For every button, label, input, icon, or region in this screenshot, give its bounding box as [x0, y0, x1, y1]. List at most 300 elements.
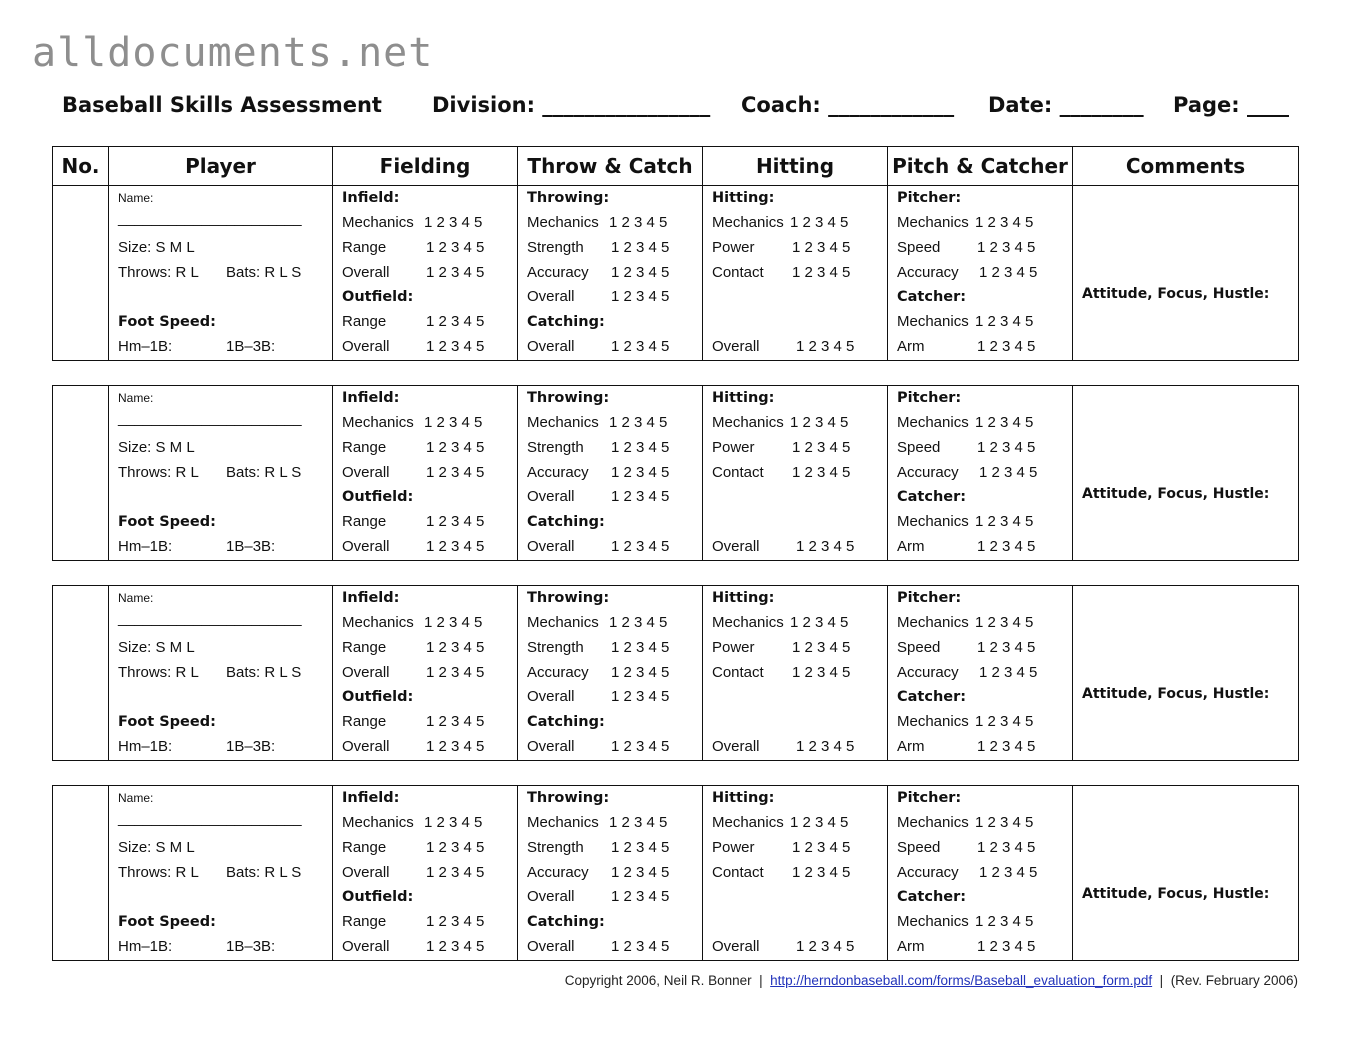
rating-scale[interactable]: 1 2 3 4 5 [979, 464, 1038, 481]
throwing-heading: Throwing: [527, 190, 610, 206]
rating-row [897, 335, 1036, 359]
footer-separator: | [1159, 973, 1164, 988]
rating-scale[interactable]: 1 2 3 4 5 [424, 614, 483, 631]
rating-row [342, 261, 485, 285]
no-cell[interactable] [53, 386, 109, 561]
col-header-fielding: Fielding [333, 147, 518, 186]
rating-row [712, 811, 849, 835]
player-row [53, 586, 1299, 761]
rating-label: Overall [527, 338, 575, 355]
rating-label: Mechanics [897, 214, 969, 231]
rating-row [342, 335, 485, 359]
rating-row [342, 935, 485, 959]
bats-label: Bats: R L S [226, 664, 302, 681]
rating-scale[interactable]: 1 2 3 4 5 [424, 814, 483, 831]
rating-scale[interactable]: 1 2 3 4 5 [426, 464, 485, 481]
rating-row [342, 211, 483, 235]
rating-label: Overall [342, 264, 390, 281]
rating-row [712, 436, 851, 460]
1b-3b-label: 1B–3B: [226, 538, 276, 555]
rating-row [712, 611, 849, 635]
form-title: Baseball Skills Assessment [62, 93, 382, 117]
assessment-block-3 [52, 585, 1299, 761]
rating-row [897, 436, 1036, 460]
rating-scale[interactable]: 1 2 3 4 5 [977, 639, 1036, 656]
rating-label: Range [342, 713, 387, 730]
player-row [53, 186, 1299, 361]
outfield-heading: Outfield: [342, 489, 414, 505]
catcher-heading: Catcher: [897, 689, 967, 705]
rating-scale[interactable]: 1 2 3 4 5 [426, 439, 485, 456]
rating-scale[interactable]: 1 2 3 4 5 [611, 488, 670, 505]
name-label: Name: [118, 191, 154, 205]
rating-scale[interactable]: 1 2 3 4 5 [792, 264, 851, 281]
rating-row [712, 861, 851, 885]
throwing-heading: Throwing: [527, 390, 610, 406]
rating-label: Power [712, 439, 755, 456]
pitcher-heading: Pitcher: [897, 190, 962, 206]
rating-label: Contact [712, 464, 764, 481]
rating-label: Arm [897, 738, 925, 755]
rating-scale[interactable]: 1 2 3 4 5 [424, 214, 483, 231]
rating-row [712, 661, 851, 685]
rating-label: Strength [527, 239, 584, 256]
footer [565, 973, 1298, 988]
rating-label: Range [342, 913, 387, 930]
rating-label: Mechanics [897, 713, 969, 730]
comments-cell[interactable] [1073, 786, 1299, 961]
rating-scale[interactable]: 1 2 3 4 5 [975, 814, 1034, 831]
hitting-cell [703, 786, 888, 961]
rating-scale[interactable]: 1 2 3 4 5 [792, 864, 851, 881]
rating-label: Mechanics [897, 614, 969, 631]
rating-row [897, 261, 1038, 285]
page-field[interactable]: Page: ____ [1173, 93, 1289, 117]
name-label: Name: [118, 391, 154, 405]
outfield-heading: Outfield: [342, 689, 414, 705]
infield-heading: Infield: [342, 790, 400, 806]
rating-label: Mechanics [712, 814, 784, 831]
rating-scale[interactable]: 1 2 3 4 5 [796, 538, 855, 555]
foot-speed-label: Foot Speed: [118, 314, 216, 330]
rating-row [527, 485, 670, 509]
rating-label: Power [712, 639, 755, 656]
foot-speed-label: Foot Speed: [118, 714, 216, 730]
rating-scale[interactable]: 1 2 3 4 5 [426, 713, 485, 730]
rating-label: Contact [712, 864, 764, 881]
infield-heading: Infield: [342, 190, 400, 206]
pitcher-heading: Pitcher: [897, 790, 962, 806]
rating-scale[interactable]: 1 2 3 4 5 [611, 264, 670, 281]
rating-row [897, 661, 1038, 685]
rating-label: Overall [342, 338, 390, 355]
1b-3b-label: 1B–3B: [226, 338, 276, 355]
copyright-text: Copyright 2006, Neil R. Bonner [564, 973, 752, 988]
rating-scale[interactable]: 1 2 3 4 5 [426, 864, 485, 881]
rating-row [712, 461, 851, 485]
rating-scale[interactable]: 1 2 3 4 5 [975, 614, 1034, 631]
rating-row [712, 261, 851, 285]
rating-scale[interactable]: 1 2 3 4 5 [611, 464, 670, 481]
rating-label: Accuracy [527, 264, 589, 281]
rating-row [527, 935, 670, 959]
rating-scale[interactable]: 1 2 3 4 5 [426, 639, 485, 656]
1b-3b-label: 1B–3B: [226, 738, 276, 755]
hitting-heading: Hitting: [712, 390, 775, 406]
rating-scale[interactable]: 1 2 3 4 5 [790, 614, 849, 631]
rating-scale[interactable]: 1 2 3 4 5 [426, 313, 485, 330]
col-header-throw-catch: Throw & Catch [518, 147, 703, 186]
rating-scale[interactable]: 1 2 3 4 5 [426, 239, 485, 256]
rating-scale[interactable]: 1 2 3 4 5 [792, 664, 851, 681]
rating-row [527, 636, 670, 660]
rating-row [527, 411, 668, 435]
throws-label: Throws: R L [118, 864, 199, 881]
rating-row [897, 461, 1038, 485]
size-label: Size: S M L [118, 839, 195, 856]
rating-row [712, 735, 855, 759]
rating-row [527, 861, 670, 885]
rating-label: Mechanics [527, 414, 599, 431]
rating-scale[interactable]: 1 2 3 4 5 [792, 839, 851, 856]
rating-label: Range [342, 513, 387, 530]
rating-scale[interactable]: 1 2 3 4 5 [975, 313, 1034, 330]
rating-row [897, 910, 1034, 934]
rating-scale[interactable]: 1 2 3 4 5 [975, 414, 1034, 431]
assessment-block-2 [52, 385, 1299, 561]
rating-scale[interactable]: 1 2 3 4 5 [975, 913, 1034, 930]
rating-scale[interactable]: 1 2 3 4 5 [426, 664, 485, 681]
rating-row [527, 461, 670, 485]
player-row [53, 786, 1299, 961]
no-cell[interactable] [53, 186, 109, 361]
rating-scale[interactable]: 1 2 3 4 5 [611, 439, 670, 456]
rating-label: Arm [897, 538, 925, 555]
hitting-cell [703, 386, 888, 561]
rating-label: Range [342, 839, 387, 856]
comments-cell[interactable] [1073, 586, 1299, 761]
name-line[interactable]: ______________________ [118, 610, 302, 627]
rating-row [527, 236, 670, 260]
division-field[interactable]: Division: ________________ [432, 93, 711, 117]
rating-label: Overall [342, 864, 390, 881]
rating-label: Accuracy [897, 264, 959, 281]
rating-scale[interactable]: 1 2 3 4 5 [977, 839, 1036, 856]
rating-scale[interactable]: 1 2 3 4 5 [977, 338, 1036, 355]
rating-label: Strength [527, 439, 584, 456]
comments-label: Attitude, Focus, Hustle: [1082, 686, 1270, 702]
pitch-catcher-cell [888, 586, 1073, 761]
rating-scale[interactable]: 1 2 3 4 5 [609, 614, 668, 631]
no-cell[interactable] [53, 786, 109, 961]
rating-scale[interactable]: 1 2 3 4 5 [426, 839, 485, 856]
name-line[interactable]: ______________________ [118, 810, 302, 827]
rating-label: Strength [527, 839, 584, 856]
rating-label: Overall [527, 738, 575, 755]
rating-scale[interactable]: 1 2 3 4 5 [977, 239, 1036, 256]
player-cell[interactable] [109, 586, 333, 761]
rating-label: Speed [897, 239, 941, 256]
rating-row [527, 836, 670, 860]
throw-catch-cell [518, 586, 703, 761]
rating-label: Overall [712, 738, 760, 755]
rating-scale[interactable]: 1 2 3 4 5 [426, 913, 485, 930]
rating-row [342, 510, 485, 534]
rating-scale[interactable]: 1 2 3 4 5 [611, 639, 670, 656]
rating-label: Mechanics [897, 913, 969, 930]
rating-row [342, 236, 485, 260]
rating-label: Contact [712, 264, 764, 281]
name-line[interactable]: ______________________ [118, 410, 302, 427]
rating-label: Accuracy [527, 664, 589, 681]
outfield-heading: Outfield: [342, 289, 414, 305]
rating-scale[interactable]: 1 2 3 4 5 [796, 338, 855, 355]
catcher-heading: Catcher: [897, 289, 967, 305]
rating-scale[interactable]: 1 2 3 4 5 [611, 688, 670, 705]
throws-label: Throws: R L [118, 664, 199, 681]
rating-row [712, 211, 849, 235]
rating-row [712, 236, 851, 260]
fielding-cell [333, 586, 518, 761]
rating-label: Mechanics [712, 614, 784, 631]
watermark: alldocuments.net [32, 30, 434, 76]
rating-row [342, 411, 483, 435]
rating-label: Accuracy [897, 464, 959, 481]
rating-row [897, 735, 1036, 759]
rating-row [342, 535, 485, 559]
rating-scale[interactable]: 1 2 3 4 5 [792, 239, 851, 256]
bats-label: Bats: R L S [226, 264, 302, 281]
rating-row [897, 535, 1036, 559]
rating-label: Overall [527, 288, 575, 305]
rating-scale[interactable]: 1 2 3 4 5 [977, 738, 1036, 755]
rating-label: Mechanics [712, 414, 784, 431]
rating-scale[interactable]: 1 2 3 4 5 [792, 464, 851, 481]
rating-scale[interactable]: 1 2 3 4 5 [609, 814, 668, 831]
rating-row [527, 285, 670, 309]
rating-scale[interactable]: 1 2 3 4 5 [426, 264, 485, 281]
rating-row [897, 236, 1036, 260]
player-cell[interactable] [109, 186, 333, 361]
rating-label: Overall [342, 938, 390, 955]
name-label: Name: [118, 791, 154, 805]
rating-label: Overall [527, 938, 575, 955]
rating-scale[interactable]: 1 2 3 4 5 [975, 713, 1034, 730]
assessment-block-1 [52, 146, 1299, 361]
col-header-hitting: Hitting [703, 147, 888, 186]
rating-row [342, 310, 485, 334]
rating-scale[interactable]: 1 2 3 4 5 [609, 414, 668, 431]
rating-scale[interactable]: 1 2 3 4 5 [611, 239, 670, 256]
catcher-heading: Catcher: [897, 889, 967, 905]
rating-scale[interactable]: 1 2 3 4 5 [611, 864, 670, 881]
hitting-heading: Hitting: [712, 790, 775, 806]
col-header-player: Player [109, 147, 333, 186]
rating-label: Mechanics [897, 513, 969, 530]
rating-scale[interactable]: 1 2 3 4 5 [792, 639, 851, 656]
coach-field[interactable]: Coach: ____________ [741, 93, 955, 117]
rating-row [897, 310, 1034, 334]
rating-row [897, 935, 1036, 959]
rating-scale[interactable]: 1 2 3 4 5 [611, 664, 670, 681]
rating-scale[interactable]: 1 2 3 4 5 [790, 214, 849, 231]
rating-label: Overall [712, 938, 760, 955]
rating-label: Mechanics [527, 214, 599, 231]
bats-label: Bats: R L S [226, 864, 302, 881]
rating-label: Speed [897, 439, 941, 456]
rating-scale[interactable]: 1 2 3 4 5 [609, 214, 668, 231]
rating-scale[interactable]: 1 2 3 4 5 [979, 864, 1038, 881]
rating-scale[interactable]: 1 2 3 4 5 [975, 513, 1034, 530]
comments-cell[interactable] [1073, 386, 1299, 561]
rating-label: Mechanics [342, 414, 414, 431]
pitcher-heading: Pitcher: [897, 590, 962, 606]
catching-heading: Catching: [527, 714, 605, 730]
rating-scale[interactable]: 1 2 3 4 5 [979, 664, 1038, 681]
rating-scale[interactable]: 1 2 3 4 5 [975, 214, 1034, 231]
throw-catch-cell [518, 386, 703, 561]
rating-scale[interactable]: 1 2 3 4 5 [426, 738, 485, 755]
rating-row [342, 735, 485, 759]
comments-label: Attitude, Focus, Hustle: [1082, 486, 1270, 502]
rating-label: Arm [897, 938, 925, 955]
rating-scale[interactable]: 1 2 3 4 5 [426, 513, 485, 530]
hm-1b-label: Hm–1B: [118, 938, 173, 955]
rating-row [897, 611, 1034, 635]
rating-label: Range [342, 313, 387, 330]
rating-scale[interactable]: 1 2 3 4 5 [426, 338, 485, 355]
rating-scale[interactable]: 1 2 3 4 5 [790, 814, 849, 831]
rating-label: Mechanics [527, 614, 599, 631]
player-cell[interactable] [109, 786, 333, 961]
fielding-cell [333, 186, 518, 361]
rating-scale[interactable]: 1 2 3 4 5 [426, 938, 485, 955]
rating-scale[interactable]: 1 2 3 4 5 [977, 439, 1036, 456]
assessment-block-4 [52, 785, 1299, 961]
rating-row [527, 735, 670, 759]
foot-speed-label: Foot Speed: [118, 914, 216, 930]
rating-scale[interactable]: 1 2 3 4 5 [611, 288, 670, 305]
rating-scale[interactable]: 1 2 3 4 5 [977, 538, 1036, 555]
rating-label: Speed [897, 839, 941, 856]
bats-label: Bats: R L S [226, 464, 302, 481]
rating-scale[interactable]: 1 2 3 4 5 [790, 414, 849, 431]
rating-row [527, 811, 668, 835]
pitch-catcher-cell [888, 786, 1073, 961]
rating-label: Mechanics [897, 814, 969, 831]
rating-row [712, 411, 849, 435]
rating-label: Power [712, 239, 755, 256]
rating-label: Overall [527, 888, 575, 905]
hitting-heading: Hitting: [712, 190, 775, 206]
rating-label: Power [712, 839, 755, 856]
rating-label: Range [342, 439, 387, 456]
pitcher-heading: Pitcher: [897, 390, 962, 406]
comments-cell[interactable] [1073, 186, 1299, 361]
rating-label: Accuracy [897, 864, 959, 881]
pitch-catcher-cell [888, 186, 1073, 361]
rating-scale[interactable]: 1 2 3 4 5 [979, 264, 1038, 281]
throwing-heading: Throwing: [527, 590, 610, 606]
rating-label: Overall [342, 538, 390, 555]
comments-label: Attitude, Focus, Hustle: [1082, 286, 1270, 302]
infield-heading: Infield: [342, 590, 400, 606]
rating-scale[interactable]: 1 2 3 4 5 [977, 938, 1036, 955]
rating-row [897, 861, 1038, 885]
rating-row [342, 436, 485, 460]
rating-row [342, 710, 485, 734]
rating-row [527, 885, 670, 909]
date-field[interactable]: Date: ________ [988, 93, 1144, 117]
rating-label: Speed [897, 639, 941, 656]
rating-scale[interactable]: 1 2 3 4 5 [424, 414, 483, 431]
rating-label: Mechanics [897, 313, 969, 330]
rating-row [897, 411, 1034, 435]
rating-label: Strength [527, 639, 584, 656]
rating-scale[interactable]: 1 2 3 4 5 [792, 439, 851, 456]
catching-heading: Catching: [527, 514, 605, 530]
name-line[interactable]: ______________________ [118, 210, 302, 227]
hitting-cell [703, 586, 888, 761]
rating-scale[interactable]: 1 2 3 4 5 [611, 738, 670, 755]
rating-scale[interactable]: 1 2 3 4 5 [611, 839, 670, 856]
infield-heading: Infield: [342, 390, 400, 406]
rating-label: Mechanics [712, 214, 784, 231]
rating-row [897, 710, 1034, 734]
comments-label: Attitude, Focus, Hustle: [1082, 886, 1270, 902]
throws-label: Throws: R L [118, 264, 199, 281]
rating-label: Overall [342, 738, 390, 755]
footer-separator: | [759, 973, 763, 988]
rating-scale[interactable]: 1 2 3 4 5 [611, 538, 670, 555]
size-label: Size: S M L [118, 439, 195, 456]
rating-row [527, 685, 670, 709]
foot-speed-label: Foot Speed: [118, 514, 216, 530]
rating-row [527, 211, 668, 235]
rating-scale[interactable]: 1 2 3 4 5 [611, 938, 670, 955]
rating-row [527, 611, 668, 635]
rating-label: Mechanics [342, 214, 414, 231]
hm-1b-label: Hm–1B: [118, 538, 173, 555]
throws-label: Throws: R L [118, 464, 199, 481]
rating-scale[interactable]: 1 2 3 4 5 [796, 738, 855, 755]
rating-row [897, 510, 1034, 534]
col-header-comments: Comments [1073, 147, 1299, 186]
rating-row [527, 661, 670, 685]
fielding-cell [333, 386, 518, 561]
rating-label: Range [342, 239, 387, 256]
rating-scale[interactable]: 1 2 3 4 5 [796, 938, 855, 955]
col-header-pitch-catcher: Pitch & Catcher [888, 147, 1073, 186]
header-row [53, 147, 1299, 186]
rating-row [712, 335, 855, 359]
rating-scale[interactable]: 1 2 3 4 5 [611, 888, 670, 905]
catcher-heading: Catcher: [897, 489, 967, 505]
rating-label: Arm [897, 338, 925, 355]
1b-3b-label: 1B–3B: [226, 938, 276, 955]
form-pdf-link[interactable]: http://herndonbaseball.com/forms/Baseball_evaluation_form.pdf [770, 973, 1153, 988]
hm-1b-label: Hm–1B: [118, 338, 173, 355]
col-header-no: No. [53, 147, 109, 186]
rating-scale[interactable]: 1 2 3 4 5 [611, 338, 670, 355]
player-cell[interactable] [109, 386, 333, 561]
throw-catch-cell [518, 786, 703, 961]
rating-scale[interactable]: 1 2 3 4 5 [426, 538, 485, 555]
rating-row [342, 861, 485, 885]
rating-row [527, 335, 670, 359]
throw-catch-cell [518, 186, 703, 361]
no-cell[interactable] [53, 586, 109, 761]
